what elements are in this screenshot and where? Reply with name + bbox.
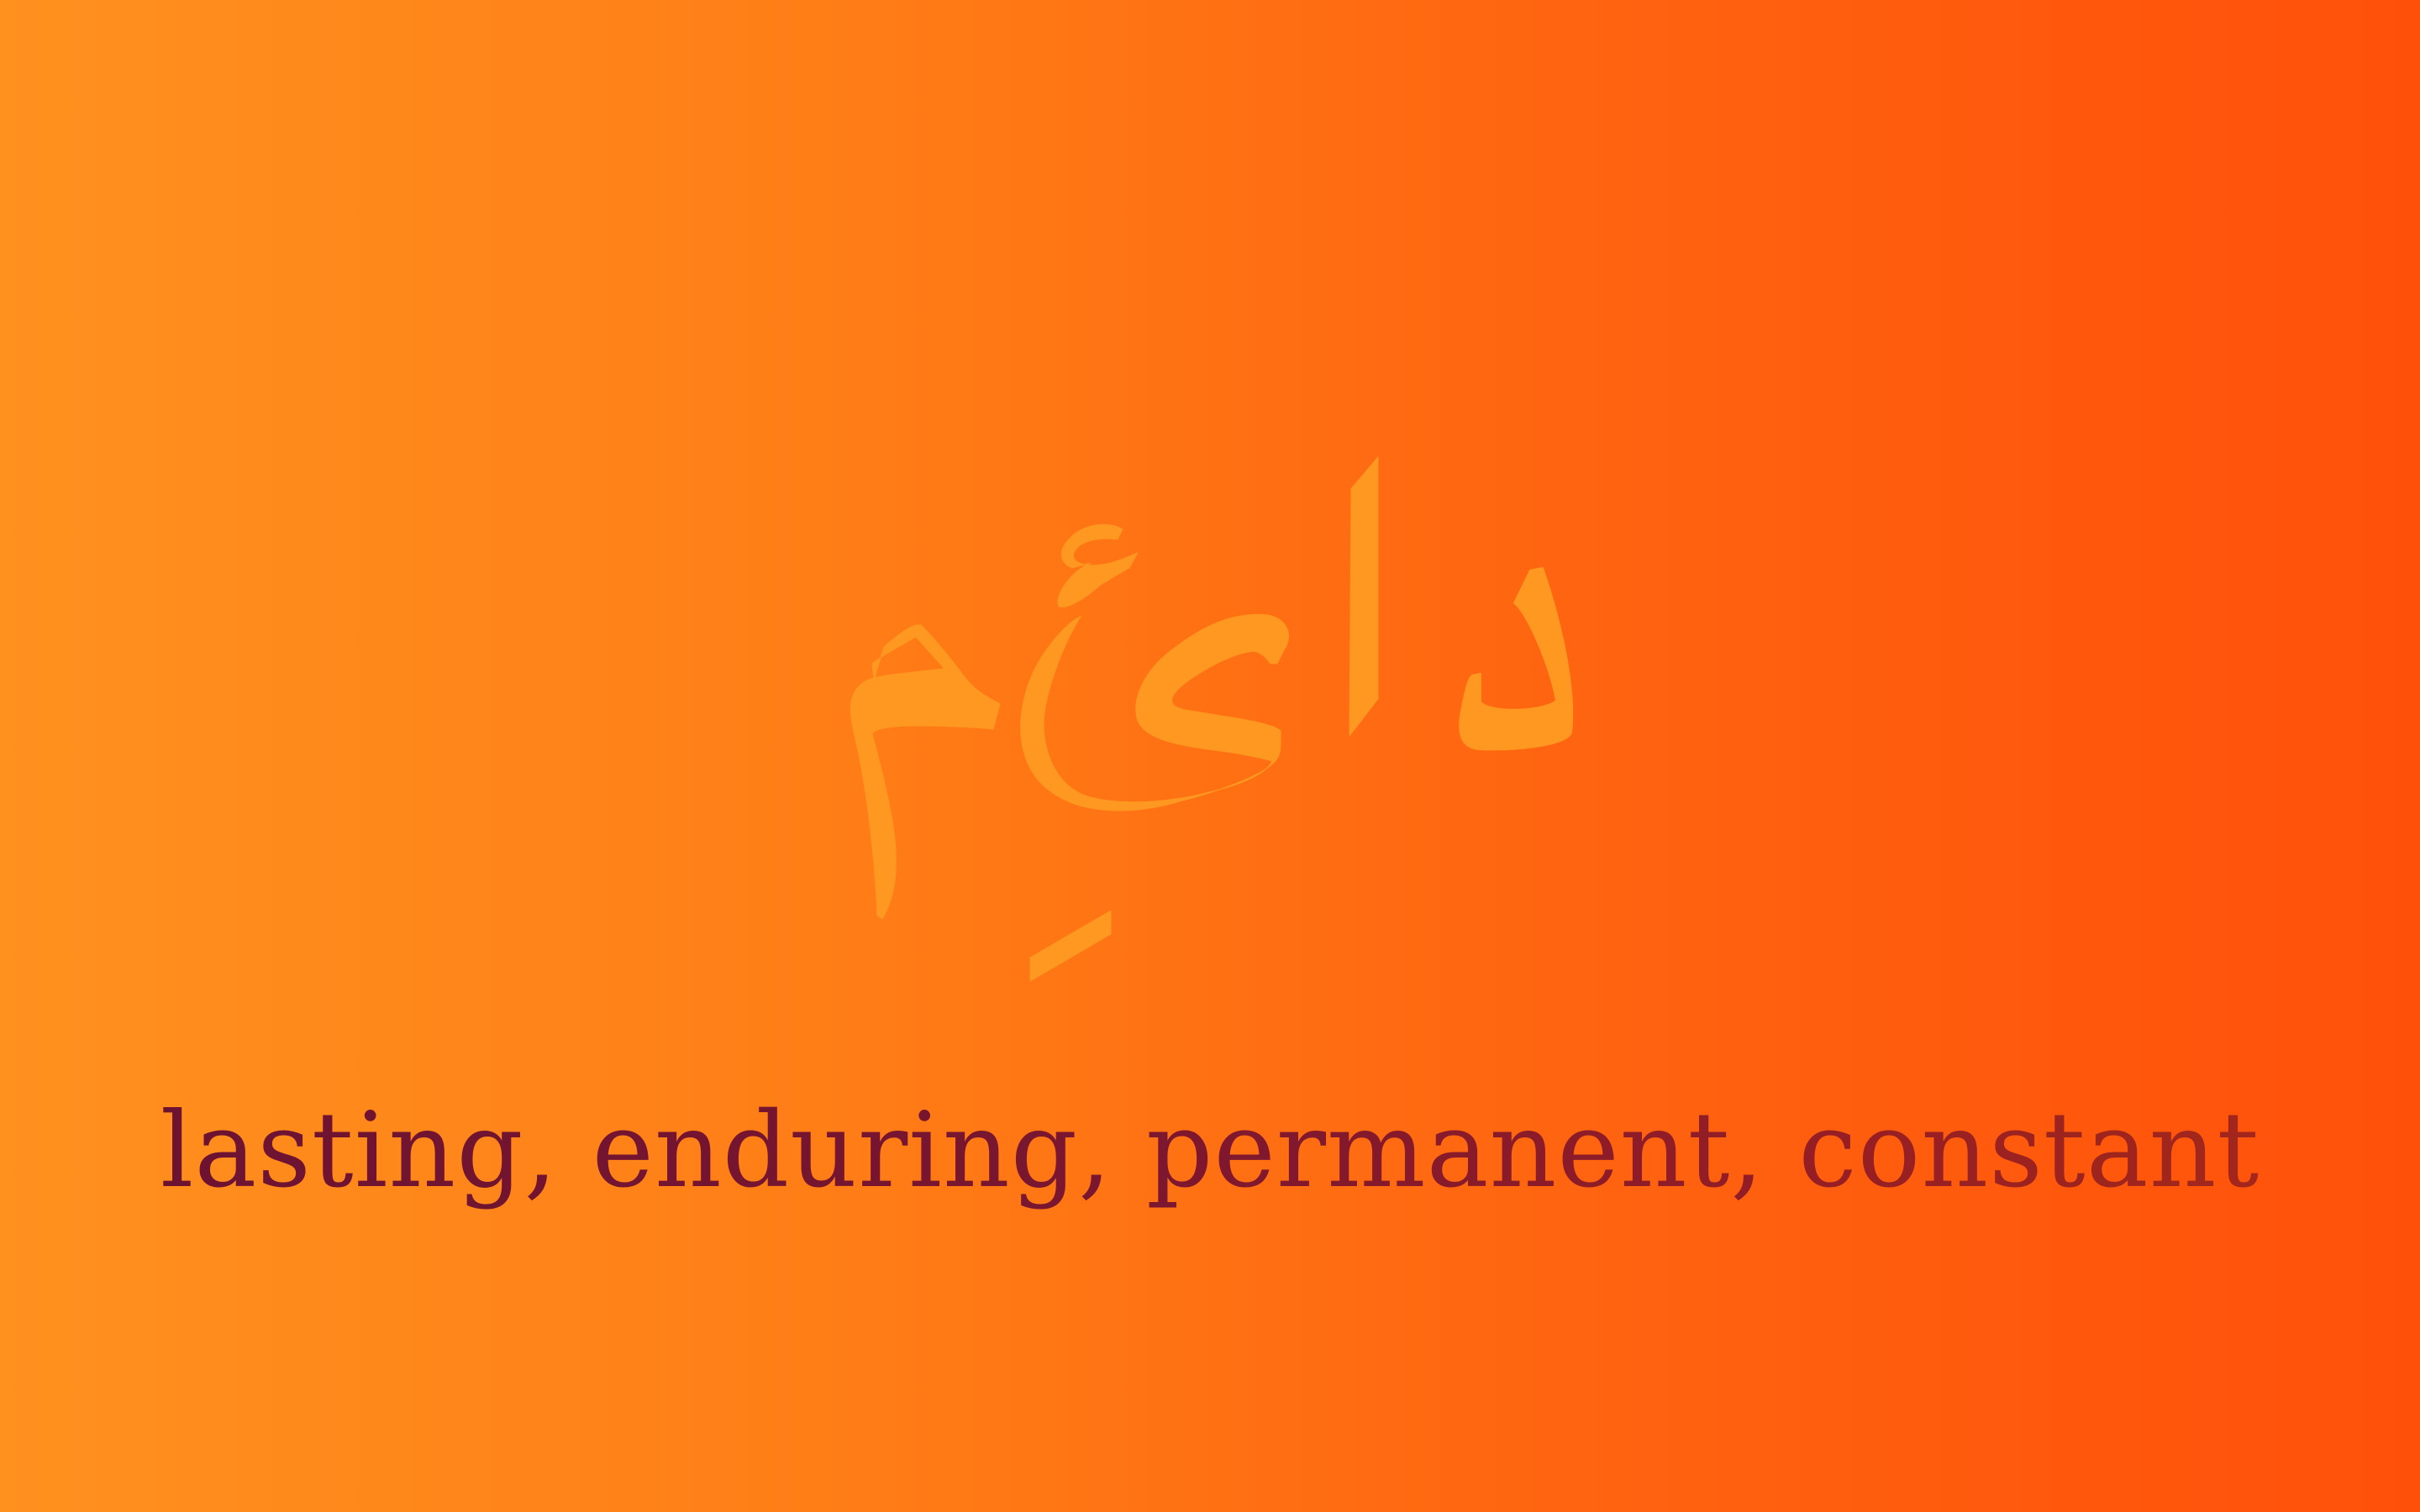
hamza-mark <box>1058 524 1138 606</box>
kasra-mark <box>1030 911 1111 981</box>
english-meaning-text: lasting, enduring, permanent, constant <box>160 1090 2260 1211</box>
english-meaning <box>0 1092 2420 1210</box>
letter-ya <box>1021 614 1289 811</box>
letter-alif <box>1349 457 1378 736</box>
arabic-calligraphy-glyphs <box>790 437 1630 991</box>
letter-dal <box>1460 568 1572 749</box>
arabic-word <box>790 437 1630 991</box>
letter-mim <box>850 625 1000 919</box>
